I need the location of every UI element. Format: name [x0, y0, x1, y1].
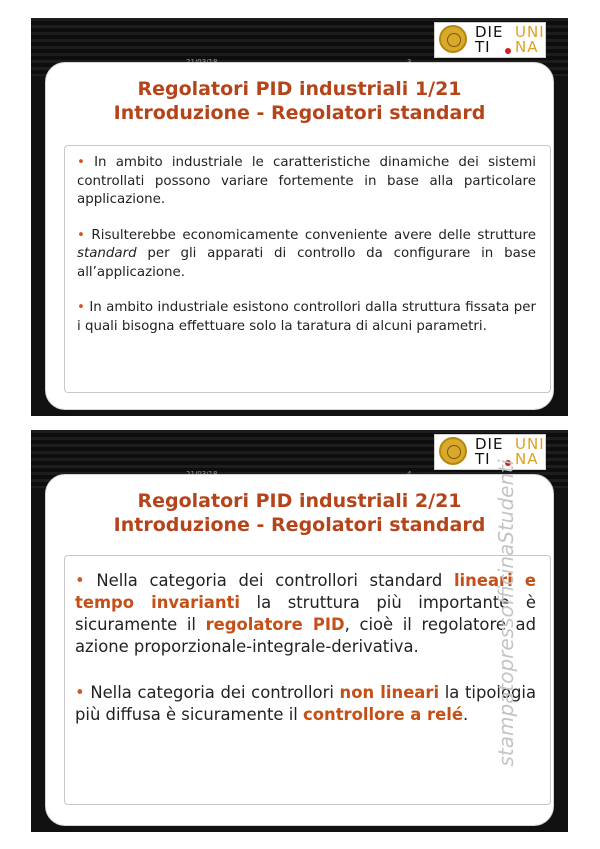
bullet-text-part: la tipologia più diffusa è sicuramente il — [75, 683, 536, 724]
bullet-dot-icon: • — [77, 227, 92, 243]
slide-content-box — [64, 145, 551, 393]
bullet-text-part: Risulterebbe economicamente conveniente avere delle strutture — [91, 227, 536, 243]
bullet-text-part: la struttura più importante è sicuramente il — [75, 593, 536, 634]
logo-text-na: NA — [515, 450, 539, 468]
bullet-dot-icon: • — [75, 571, 97, 590]
bullet-text-part: , cioè il regolatore ad azione proporzionale-integrale-derivativa. — [75, 615, 536, 656]
highlight-text: regolatore PID — [205, 615, 345, 634]
dieti-logo — [434, 22, 546, 58]
bullet-text: In ambito industriale esistono controllori dalla struttura fissata per i quali bisogna effettuare solo la taratura di alcuni parametri. — [77, 300, 536, 334]
slide-4 — [31, 430, 568, 832]
slide-title-line1: Regolatori PID industriali 1/21 — [137, 78, 462, 100]
bullet-dot-icon: • — [77, 300, 90, 315]
logo-text-ti: TI — [475, 450, 491, 468]
logo-text-uni: UNI — [515, 435, 545, 453]
bullet-text-part: Nella categoria dei controllori standard — [96, 571, 454, 590]
slide-card — [45, 62, 554, 410]
logo-text-die: DIE — [475, 23, 504, 41]
highlight-text: non lineari — [339, 683, 440, 702]
bullet-2 — [75, 682, 536, 726]
bullet-dot-icon: • — [75, 683, 91, 702]
logo-text-ti: TI — [475, 38, 491, 56]
bullet-text: In ambito industriale le caratteristiche dinamiche dei sistemi controllati possono variare fortemente in base alla particolare applicazione. — [77, 155, 536, 207]
university-seal-icon — [439, 437, 467, 465]
highlight-text: controllore a relé — [303, 705, 463, 724]
highlight-text: lineari e tempo invarianti — [75, 571, 536, 612]
bullet-2 — [77, 227, 536, 283]
bullet-text-part: per gli apparati di controllo da configurare in base all’applicazione. — [77, 246, 536, 280]
slide-card — [45, 474, 554, 826]
logo-text-uni: UNI — [515, 23, 545, 41]
bullet-italic-word: standard — [77, 246, 137, 261]
bullet-1 — [77, 154, 536, 210]
watermark-text: stampatopressofficinaStudenti — [494, 459, 518, 767]
university-seal-icon — [439, 25, 467, 53]
slide-title-line2: Introduzione - Regolatori standard — [113, 514, 486, 536]
logo-text-die: DIE — [475, 435, 504, 453]
slide-title-line1: Regolatori PID industriali 2/21 — [137, 490, 462, 512]
bullet-3 — [77, 299, 536, 336]
bullet-text-part: . — [462, 705, 469, 724]
bullet-dot-icon: • — [77, 155, 95, 170]
dieti-logo — [434, 434, 546, 470]
logo-text-na: NA — [515, 38, 539, 56]
slide-title-line2: Introduzione - Regolatori standard — [113, 102, 486, 124]
slide-content-box — [64, 555, 551, 805]
logo-dot-icon — [505, 48, 511, 54]
slide-3 — [31, 18, 568, 416]
bullet-text-part: Nella categoria dei controllori — [90, 683, 340, 702]
